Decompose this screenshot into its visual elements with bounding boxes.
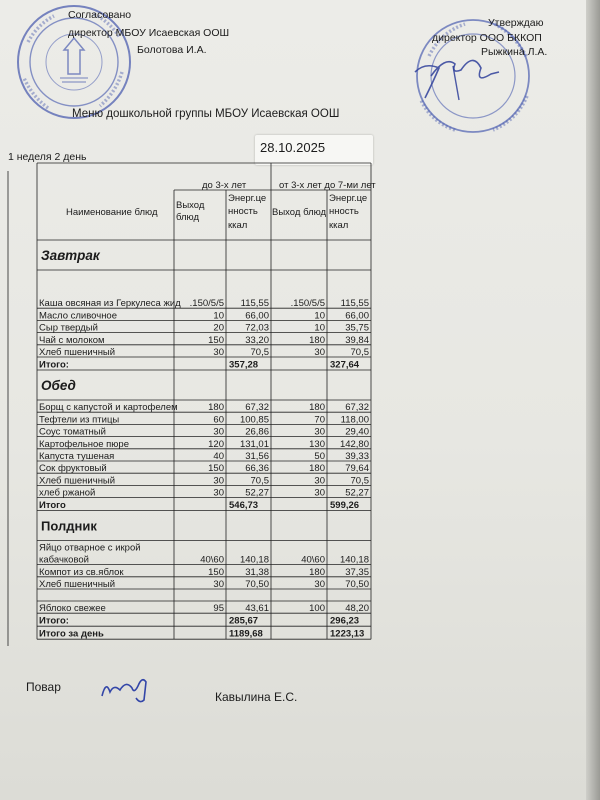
column-header-energy-3-to-7: Энерг.це xyxy=(329,193,368,204)
column-header-energy-3-to-7-unit: ккал xyxy=(329,220,349,231)
yield-under-3: 30 xyxy=(213,579,224,590)
energy-3-to-7: 29,40 xyxy=(345,426,369,438)
meal-section-title: Обед xyxy=(41,378,76,393)
approval-right-signatory: Рыжкина Л.А. xyxy=(481,46,548,58)
yield-3-to-7: .150/5/5 xyxy=(290,298,325,310)
column-header-yield-3-to-7: Выход блюд xyxy=(272,207,327,218)
energy-3-to-7: 142,80 xyxy=(339,438,369,450)
yield-under-3: 60 xyxy=(213,414,224,426)
meal-section-title: Полдник xyxy=(41,518,97,534)
dish-name: Соус томатный xyxy=(39,426,106,438)
dish-name: Компот из св.яблок xyxy=(39,566,124,578)
energy-under-3: 31,56 xyxy=(245,451,269,462)
yield-under-3: 40 xyxy=(213,451,224,462)
approval-right-position: директор ООО БККОП xyxy=(432,32,542,44)
column-header-dish-name: Наименование блюд xyxy=(66,207,158,218)
total-energy-under-3: 1189,68 xyxy=(229,628,263,640)
energy-3-to-7: 52,27 xyxy=(345,487,369,499)
yield-3-to-7: 30 xyxy=(314,487,325,499)
yield-3-to-7: 180 xyxy=(309,566,325,578)
energy-3-to-7: 48,20 xyxy=(345,603,369,615)
energy-under-3: 67,32 xyxy=(245,402,269,414)
column-header-energy-3-to-7-cont: нность xyxy=(329,206,359,217)
dish-name: Чай с молоком xyxy=(39,334,105,346)
approval-left-position: директор МБОУ Исаевская ООШ xyxy=(68,27,230,39)
total-energy-3-to-7: 599,26 xyxy=(330,500,360,512)
energy-under-3: 66,00 xyxy=(245,310,269,322)
dish-name-cont: кабачковой xyxy=(39,554,89,566)
dish-name: Хлеб пшеничный xyxy=(39,579,116,590)
energy-3-to-7: 70,50 xyxy=(345,579,369,590)
yield-under-3: 40\60 xyxy=(200,554,224,566)
total-energy-under-3: 546,73 xyxy=(229,500,259,512)
cook-signature xyxy=(98,670,168,706)
column-header-yield-under-3-cont: блюд xyxy=(176,212,200,223)
energy-under-3: 100,85 xyxy=(239,414,269,426)
dish-name: Яблоко свежее xyxy=(39,603,106,615)
group-under-3-label: до 3-х лет xyxy=(202,180,247,191)
dish-name: хлеб ржаной xyxy=(39,487,96,499)
cook-role: Повар xyxy=(26,680,61,694)
dish-name: Масло сливочное xyxy=(39,310,118,322)
energy-under-3: 140,18 xyxy=(239,554,269,566)
energy-3-to-7: 39,84 xyxy=(345,334,369,346)
yield-3-to-7: 180 xyxy=(309,463,325,475)
total-label: Итого xyxy=(39,500,66,512)
energy-3-to-7: 39,33 xyxy=(345,451,369,462)
approval-left-signatory: Болотова И.А. xyxy=(137,44,207,56)
approval-left-title: Согласовано xyxy=(68,9,132,21)
energy-under-3: 70,5 xyxy=(250,475,269,487)
yield-under-3: 20 xyxy=(213,322,224,334)
total-label: Итого: xyxy=(39,615,69,627)
column-header-energy-under-3-cont: нность xyxy=(228,206,258,217)
yield-3-to-7: 180 xyxy=(309,334,325,346)
dish-name: Яйцо отварное с икрой xyxy=(39,542,141,554)
dish-name: Картофельное пюре xyxy=(39,438,129,450)
yield-3-to-7: 50 xyxy=(314,451,325,462)
yield-3-to-7: 180 xyxy=(309,402,325,414)
dish-name: Хлеб пшеничный xyxy=(39,347,116,358)
yield-3-to-7: 30 xyxy=(314,426,325,438)
yield-under-3: 30 xyxy=(213,475,224,487)
energy-under-3: 33,20 xyxy=(245,334,269,346)
yield-under-3: 150 xyxy=(208,463,224,475)
document-title: Меню дошкольной группы МБОУ Исаевская ООШ xyxy=(72,108,340,120)
energy-3-to-7: 67,32 xyxy=(345,402,369,414)
cook-name: Кавылина Е.С. xyxy=(215,690,298,704)
total-energy-under-3: 357,28 xyxy=(229,359,259,371)
energy-3-to-7: 140,18 xyxy=(339,554,369,566)
yield-under-3: 150 xyxy=(208,334,224,346)
energy-under-3: 72,03 xyxy=(245,322,269,334)
yield-3-to-7: 10 xyxy=(314,310,325,322)
yield-under-3: .150/5/5 xyxy=(189,298,224,310)
column-header-yield-under-3: Выход xyxy=(176,200,205,211)
energy-3-to-7: 118,00 xyxy=(340,414,369,426)
total-energy-3-to-7: 327,64 xyxy=(330,359,360,371)
column-header-energy-under-3-unit: ккал xyxy=(228,220,248,231)
energy-3-to-7: 70,5 xyxy=(350,475,369,487)
yield-under-3: 30 xyxy=(213,487,224,499)
yield-3-to-7: 40\60 xyxy=(301,554,325,566)
yield-under-3: 150 xyxy=(208,566,224,578)
energy-under-3: 70,50 xyxy=(245,579,269,590)
energy-3-to-7: 37,35 xyxy=(345,566,369,578)
yield-3-to-7: 130 xyxy=(309,438,325,450)
yield-under-3: 10 xyxy=(213,310,224,322)
meal-section-title: Завтрак xyxy=(41,248,100,263)
energy-3-to-7: 79,64 xyxy=(345,463,369,475)
dish-name: Хлеб пшеничный xyxy=(39,475,116,487)
yield-under-3: 30 xyxy=(213,426,224,438)
dish-name: Сыр твердый xyxy=(39,322,98,334)
energy-under-3: 131,01 xyxy=(239,438,269,450)
dish-name: Каша овсяная из Геркулеса жид xyxy=(39,298,181,310)
yield-3-to-7: 100 xyxy=(309,603,325,615)
yield-under-3: 180 xyxy=(208,402,224,414)
energy-under-3: 43,61 xyxy=(245,603,269,615)
week-day-label: 1 неделя 2 день xyxy=(8,151,87,163)
energy-under-3: 52,27 xyxy=(245,487,269,499)
yield-3-to-7: 30 xyxy=(314,475,325,487)
energy-3-to-7: 115,55 xyxy=(340,298,369,310)
energy-3-to-7: 66,00 xyxy=(345,310,369,322)
total-label: Итого за день xyxy=(39,628,104,640)
dish-name: Сок фруктовый xyxy=(39,463,107,475)
yield-3-to-7: 70 xyxy=(314,414,325,426)
total-label: Итого: xyxy=(39,359,69,371)
yield-under-3: 30 xyxy=(213,347,224,358)
yield-3-to-7: 30 xyxy=(314,347,325,358)
energy-under-3: 70,5 xyxy=(250,347,269,358)
total-energy-3-to-7: 1223,13 xyxy=(330,628,365,640)
yield-under-3: 120 xyxy=(208,438,224,450)
yield-under-3: 95 xyxy=(213,603,224,615)
energy-3-to-7: 70,5 xyxy=(350,347,369,358)
yield-3-to-7: 10 xyxy=(314,322,325,334)
energy-under-3: 31,38 xyxy=(245,566,269,578)
total-energy-3-to-7: 296,23 xyxy=(330,615,360,627)
energy-under-3: 115,55 xyxy=(240,298,269,310)
total-energy-under-3: 285,67 xyxy=(229,615,259,627)
yield-3-to-7: 30 xyxy=(314,579,325,590)
dish-name: Капуста тушеная xyxy=(39,451,115,462)
approval-right-title: Утверждаю xyxy=(488,17,544,29)
energy-under-3: 26,86 xyxy=(245,426,269,438)
energy-under-3: 66,36 xyxy=(245,463,269,475)
dish-name: Тефтели из птицы xyxy=(39,414,120,426)
menu-date: 28.10.2025 xyxy=(255,135,373,165)
dish-name: Борщ с капустой и картофелем xyxy=(39,402,178,414)
energy-3-to-7: 35,75 xyxy=(345,322,369,334)
column-header-energy-under-3: Энерг.це xyxy=(228,193,267,204)
group-3-to-7-label: от 3-х лет до 7-ми лет xyxy=(279,180,376,191)
